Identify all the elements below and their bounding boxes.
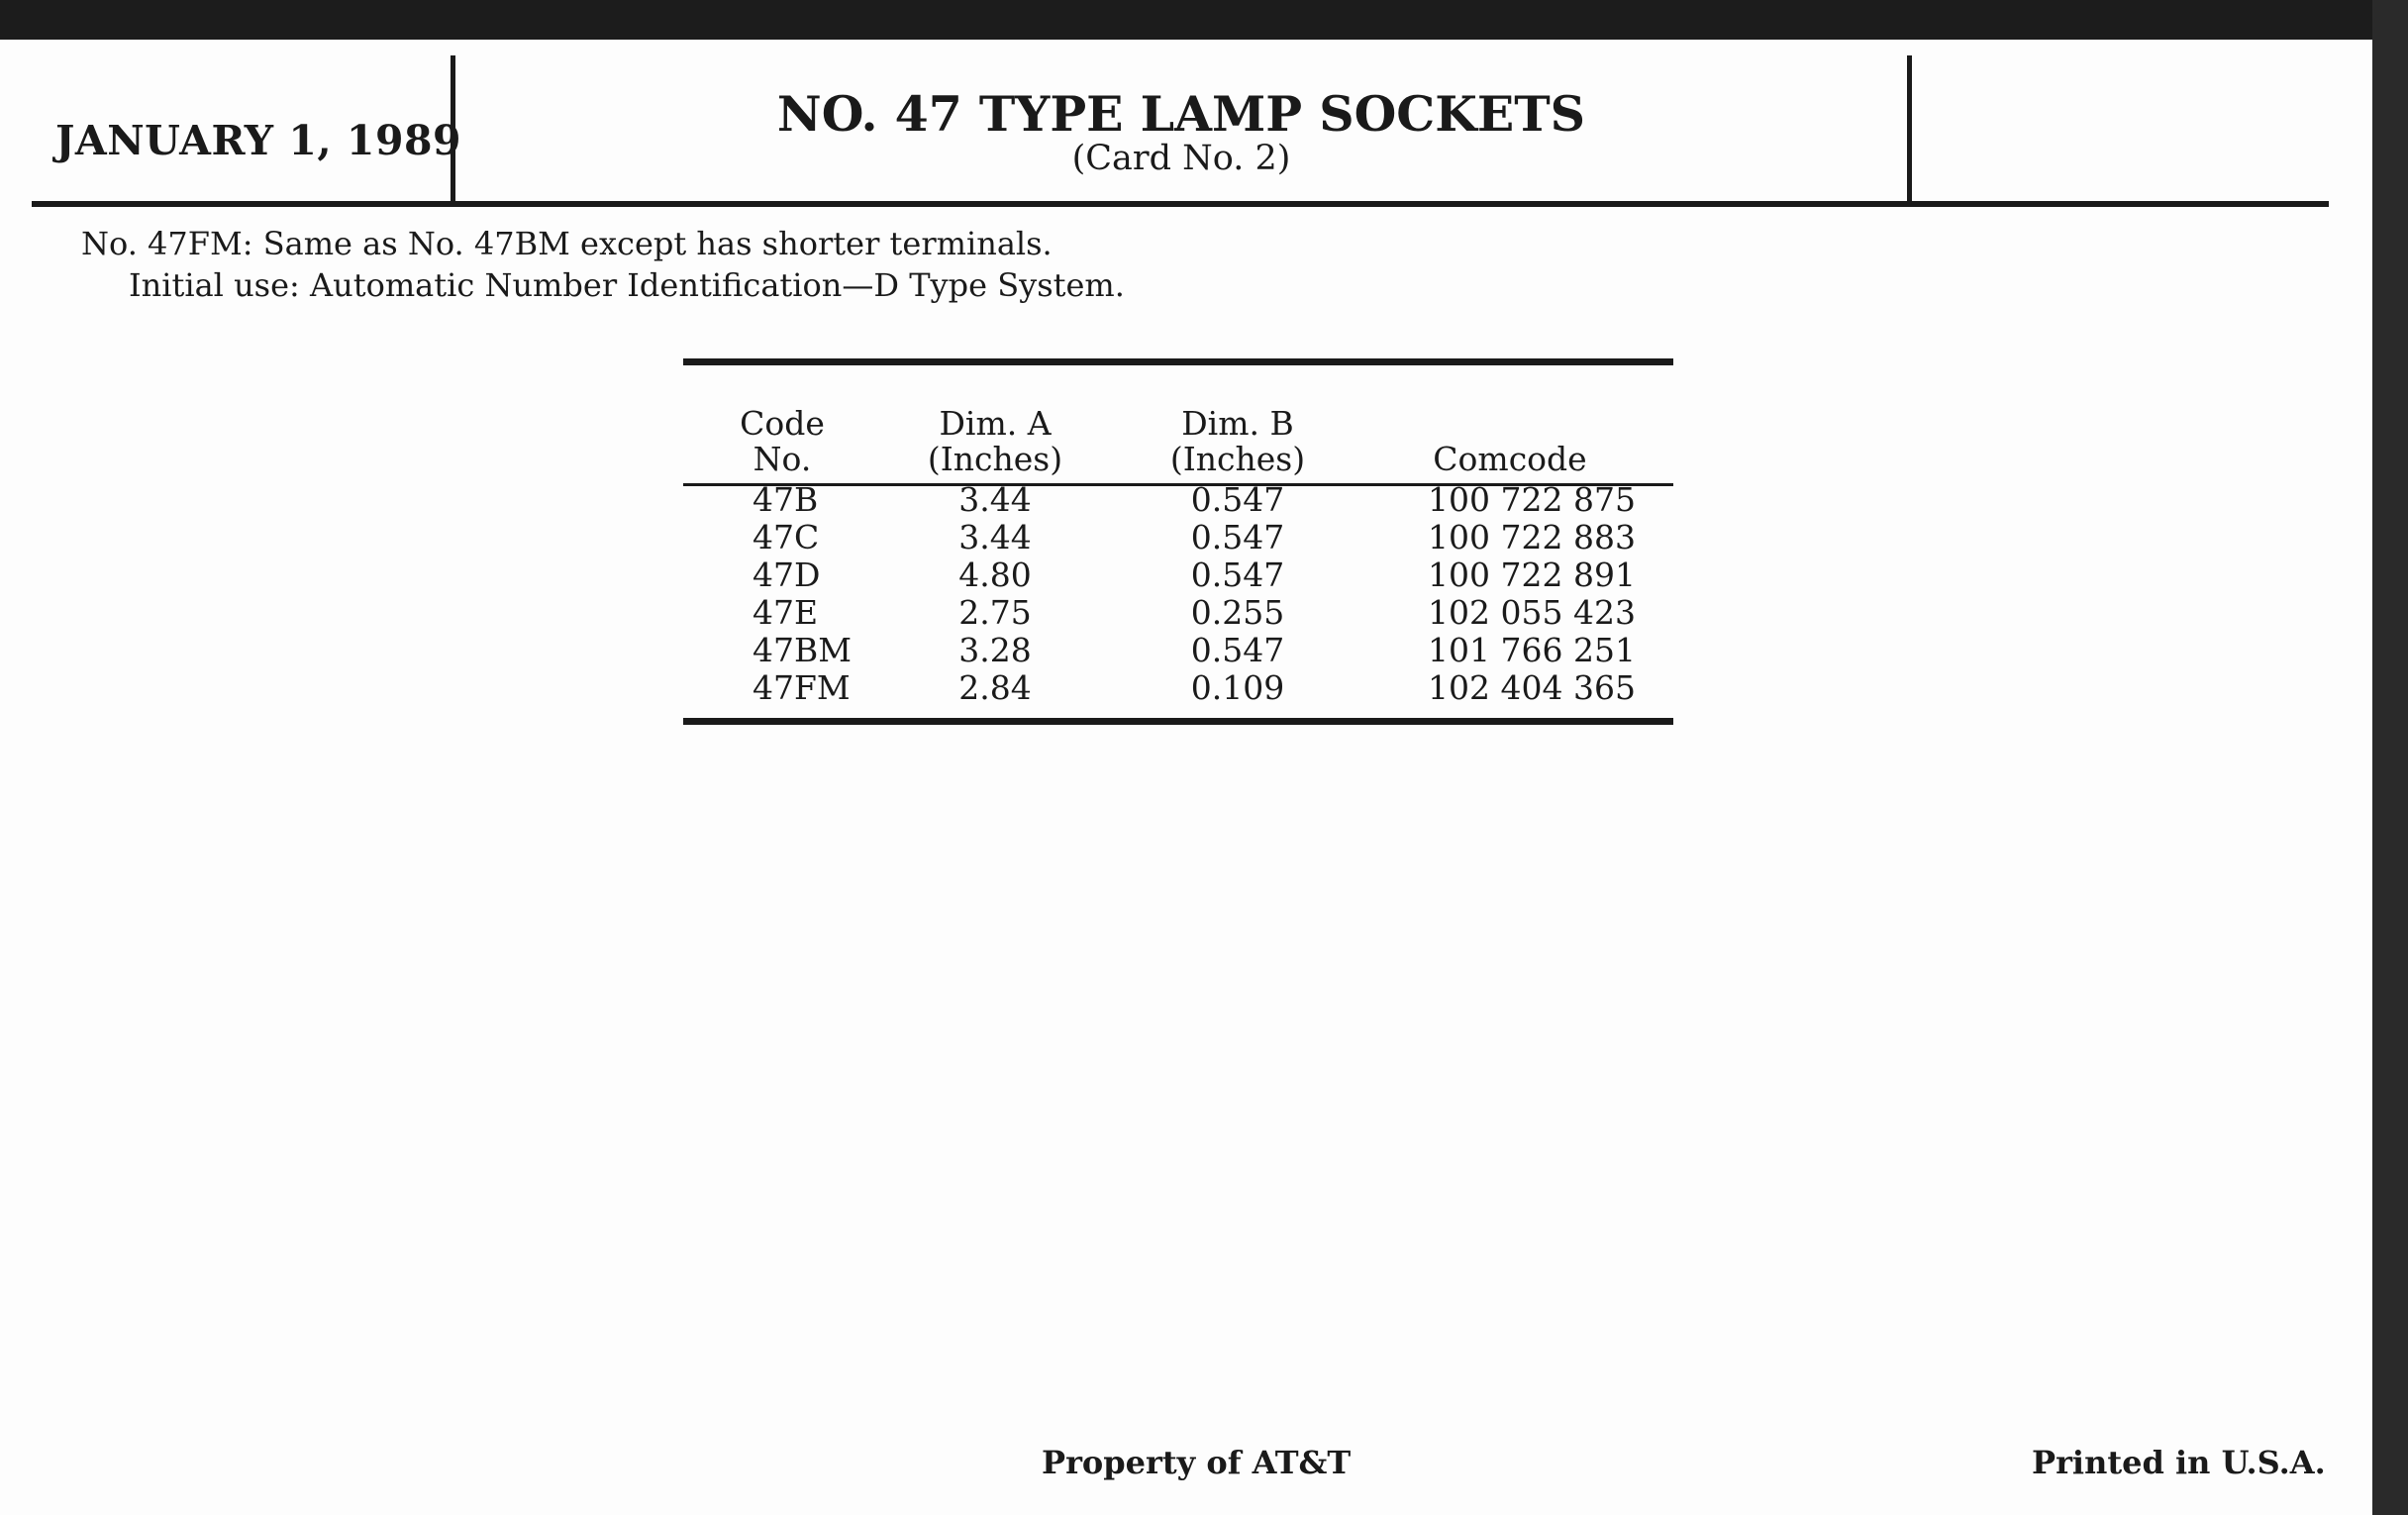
table-row: [683, 556, 1673, 594]
table-body: [683, 481, 1673, 707]
cell-dim-a: 2.75: [958, 593, 1032, 632]
cell-code: 47C: [752, 518, 820, 556]
cell-dim-b: 0.547: [1190, 518, 1285, 556]
table-row: [683, 669, 1673, 707]
header-dim-b: [1158, 406, 1317, 477]
header-divider-right: [1907, 55, 1912, 205]
header-dima-line1: Dim. A: [939, 404, 1052, 443]
header-comcode: Comcode: [1433, 440, 1587, 478]
header-dimb-line1: Dim. B: [1181, 404, 1294, 443]
scan-edge: [2372, 0, 2408, 1515]
header-code-line1: Code: [740, 404, 825, 443]
footer-property: Property of AT&T: [1042, 1444, 1352, 1481]
cell-code: 47BM: [752, 631, 853, 669]
cell-dim-b: 0.255: [1190, 593, 1285, 632]
table-row: [683, 632, 1673, 669]
cell-comcode: 102 404 365: [1428, 668, 1636, 707]
cell-dim-b: 0.547: [1190, 631, 1285, 669]
header-dim-a: [926, 406, 1064, 477]
cell-code: 47E: [752, 593, 819, 632]
document-date: JANUARY 1, 1989: [55, 117, 462, 164]
cell-code: 47D: [752, 556, 821, 594]
document-subtitle: (Card No. 2): [1071, 139, 1291, 179]
notes: [81, 223, 1125, 306]
cell-code: 47FM: [752, 668, 851, 707]
header-rule: [32, 201, 2329, 207]
cell-dim-a: 3.44: [958, 518, 1032, 556]
table-bottom-rule: [683, 718, 1673, 725]
note-line-2: Initial use: Automatic Number Identification—D Type System.: [129, 266, 1125, 304]
cell-dim-a: 3.28: [958, 631, 1032, 669]
header-code-no: [723, 406, 842, 477]
cell-dim-b: 0.109: [1190, 668, 1285, 707]
note-line-1: No. 47FM: Same as No. 47BM except has shorter terminals.: [81, 225, 1053, 262]
header-code-line2: No.: [752, 440, 812, 478]
document-title: NO. 47 TYPE LAMP SOCKETS: [776, 85, 1586, 143]
cell-comcode: 101 766 251: [1428, 631, 1636, 669]
footer-printed: Printed in U.S.A.: [2032, 1444, 2326, 1481]
cell-comcode: 100 722 875: [1428, 480, 1636, 519]
table-row: [683, 519, 1673, 556]
table-top-rule: [683, 358, 1673, 365]
table-row: [683, 594, 1673, 632]
cell-dim-a: 3.44: [958, 480, 1032, 519]
cell-comcode: 100 722 883: [1428, 518, 1636, 556]
cell-dim-a: 2.84: [958, 668, 1032, 707]
title-block: [455, 85, 1907, 179]
document-card: [0, 40, 2372, 1515]
table-row: [683, 481, 1673, 519]
cell-dim-b: 0.547: [1190, 480, 1285, 519]
cell-comcode: 100 722 891: [1428, 556, 1636, 594]
cell-dim-a: 4.80: [958, 556, 1032, 594]
header-dimb-line2: (Inches): [1169, 440, 1306, 478]
cell-dim-b: 0.547: [1190, 556, 1285, 594]
cell-comcode: 102 055 423: [1428, 593, 1636, 632]
header-dima-line2: (Inches): [927, 440, 1063, 478]
cell-code: 47B: [752, 480, 819, 519]
